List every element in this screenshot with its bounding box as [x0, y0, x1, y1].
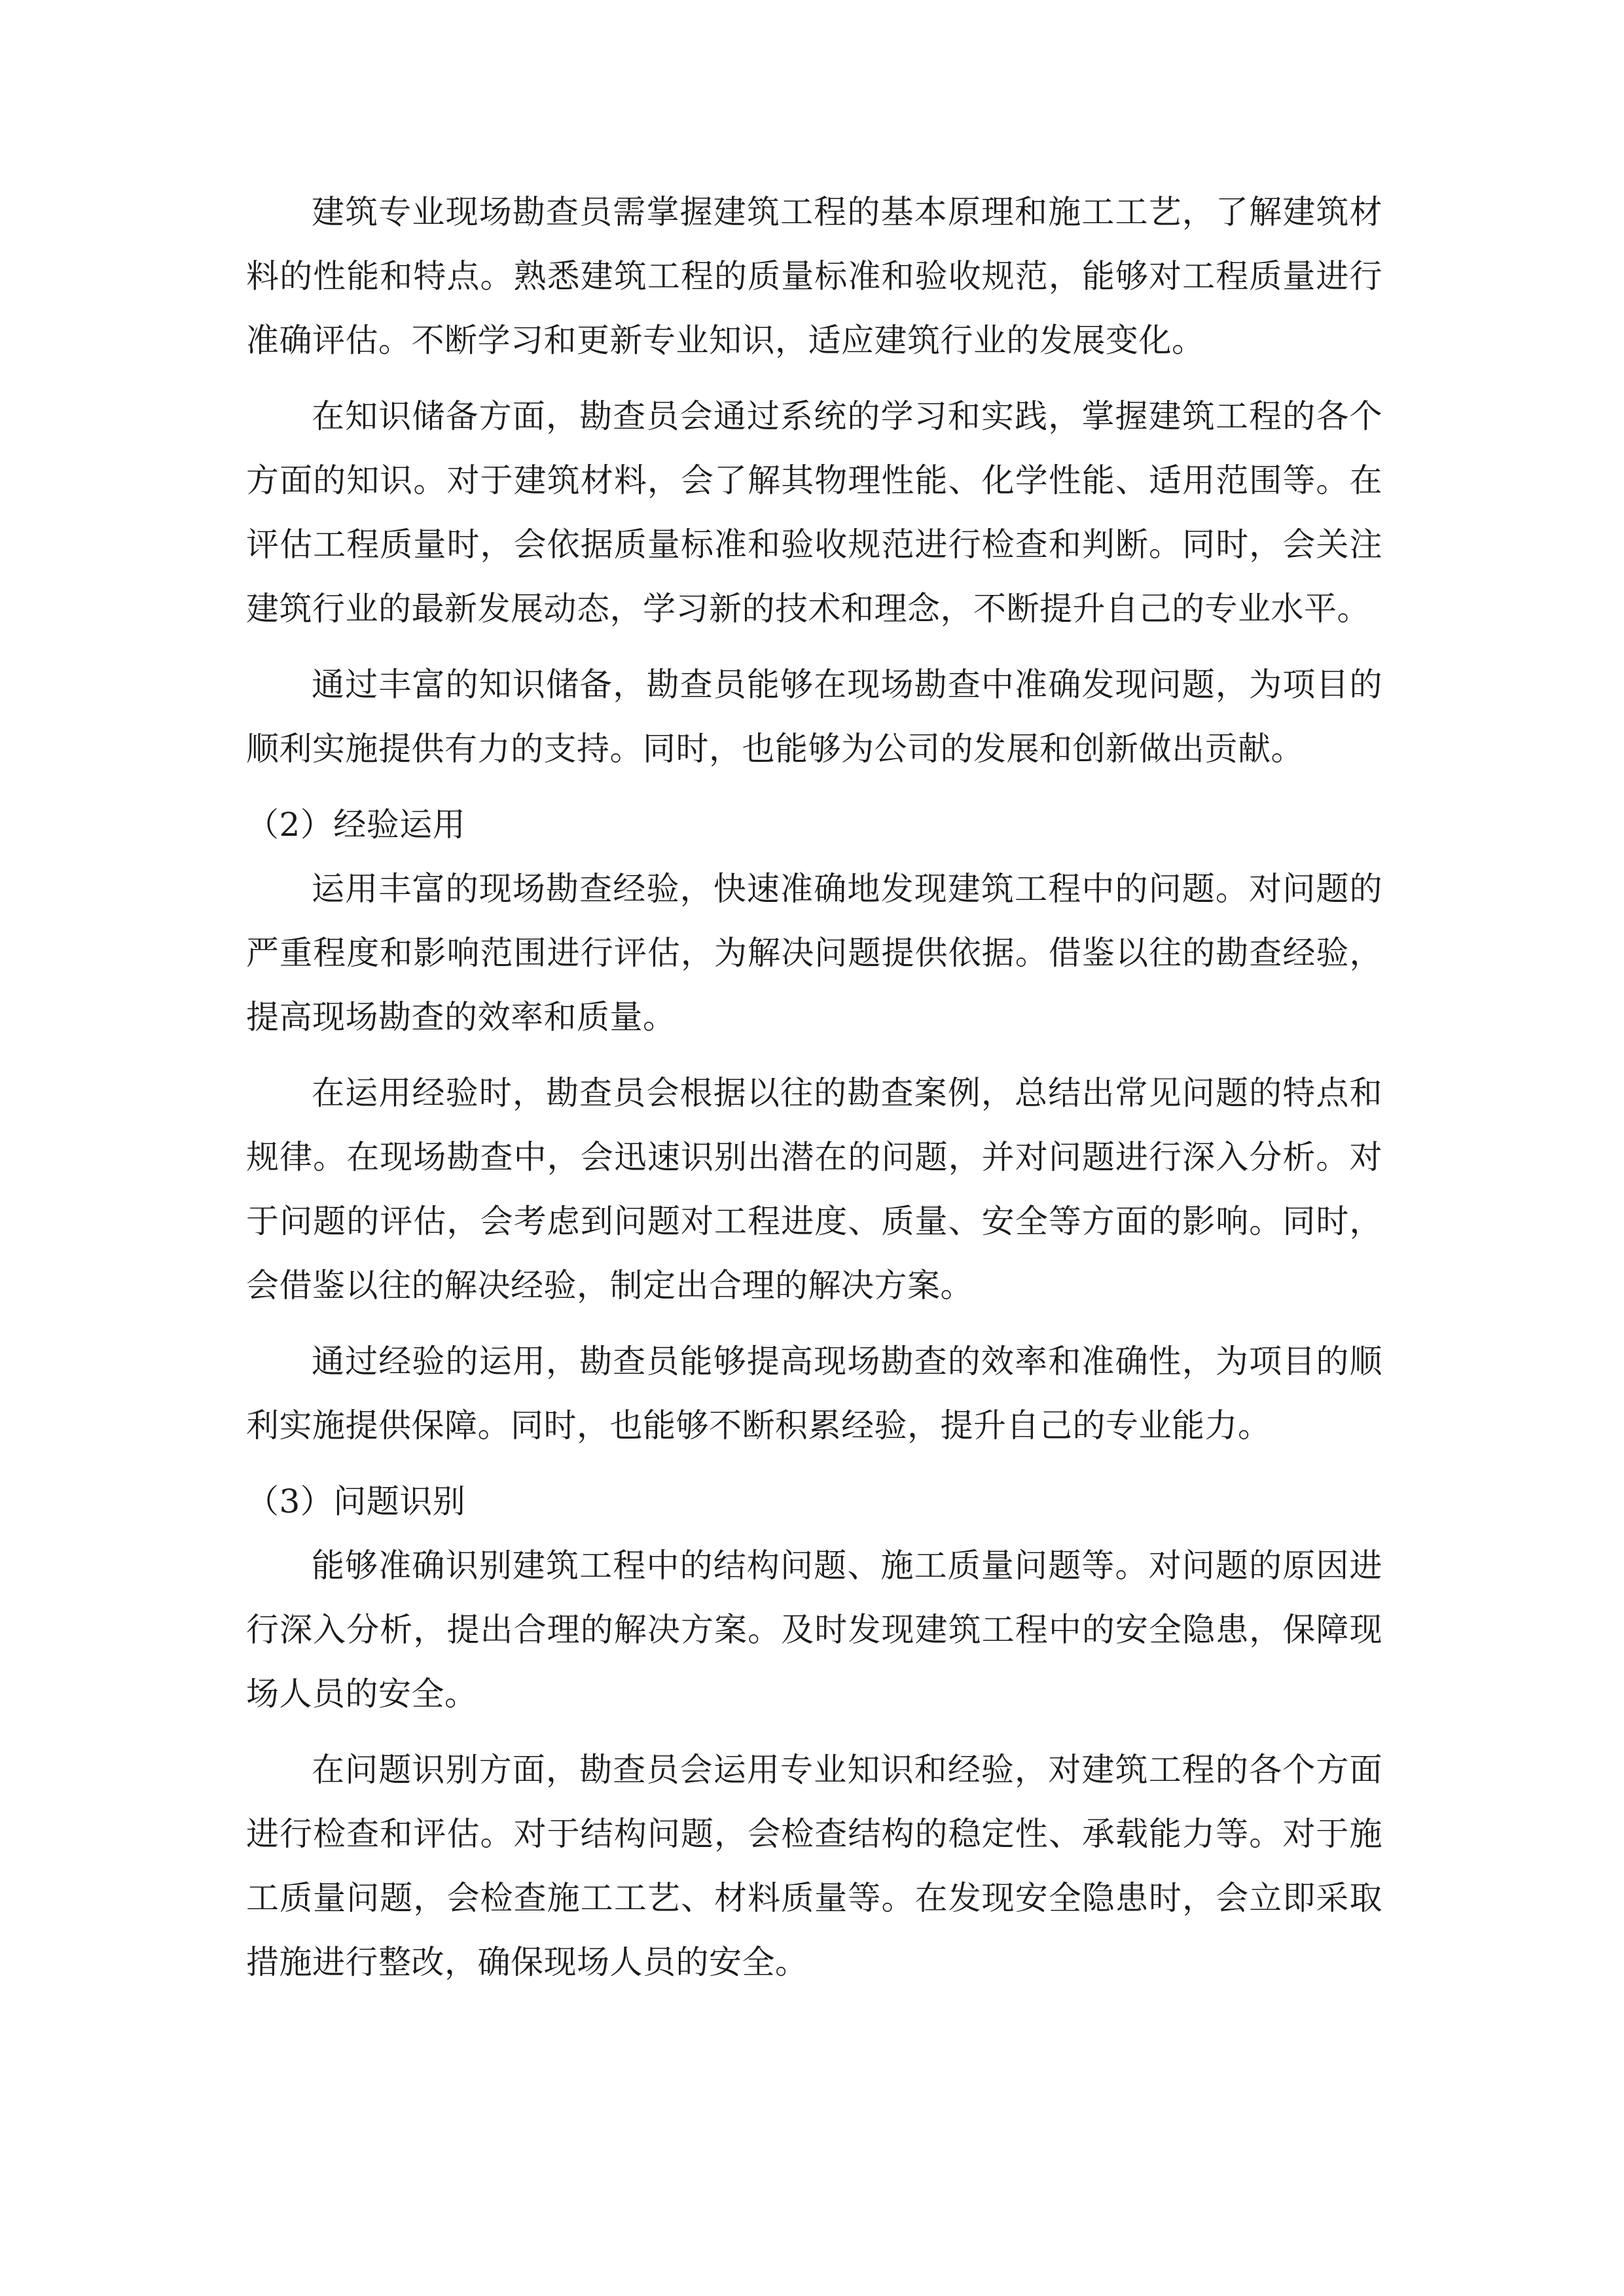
paragraph-problem-inspection: 在问题识别方面，勘查员会运用专业知识和经验，对建筑工程的各个方面进行检查和评估。对于结构问题，会检查结构的稳定性、承载能力等。对于施工质量问题，会检查施工工艺、材料质量等。在发现安全隐患时，会立即采取措施进行整改，确保现场人员的安全。	[246, 1751, 1382, 1981]
paragraph-knowledge-benefit: 通过丰富的知识储备，勘查员能够在现场勘查中准确发现问题，为项目的顺利实施提供有力的支持。同时，也能够为公司的发展和创新做出贡献。	[246, 666, 1382, 768]
paragraph-problem-identification: 能够准确识别建筑工程中的结构问题、施工质量问题等。对问题的原因进行深入分析，提出合理的解决方案。及时发现建筑工程中的安全隐患，保障现场人员的安全。	[246, 1547, 1382, 1713]
paragraph-experience-benefit: 通过经验的运用，勘查员能够提高现场勘查的效率和准确性，为项目的顺利实施提供保障。同时，也能够不断积累经验，提升自己的专业能力。	[246, 1342, 1382, 1444]
section-heading-experience: （2）经验运用	[246, 806, 466, 844]
document-body	[246, 180, 1382, 2006]
section-heading-problem-identification: （3）问题识别	[246, 1482, 466, 1520]
paragraph-knowledge-requirements: 建筑专业现场勘查员需掌握建筑工程的基本原理和施工工艺，了解建筑材料的性能和特点。熟悉建筑工程的质量标准和验收规范，能够对工程质量进行准确评估。不断学习和更新专业知识，适应建筑行业的发展变化。	[246, 193, 1382, 359]
paragraph-experience-usage: 在运用经验时，勘查员会根据以往的勘查案例，总结出常见问题的特点和规律。在现场勘查中，会迅速识别出潜在的问题，并对问题进行深入分析。对于问题的评估，会考虑到问题对工程进度、质量、安全等方面的影响。同时，会借鉴以往的解决经验，制定出合理的解决方案。	[246, 1074, 1382, 1304]
paragraph-experience-application: 运用丰富的现场勘查经验，快速准确地发现建筑工程中的问题。对问题的严重程度和影响范围进行评估，为解决问题提供依据。借鉴以往的勘查经验，提高现场勘查的效率和质量。	[246, 870, 1382, 1036]
paragraph-knowledge-reserve: 在知识储备方面，勘查员会通过系统的学习和实践，掌握建筑工程的各个方面的知识。对于建筑材料，会了解其物理性能、化学性能、适用范围等。在评估工程质量时，会依据质量标准和验收规范进行检查和判断。同时，会关注建筑行业的最新发展动态，学习新的技术和理念，不断提升自己的专业水平。	[246, 397, 1382, 628]
